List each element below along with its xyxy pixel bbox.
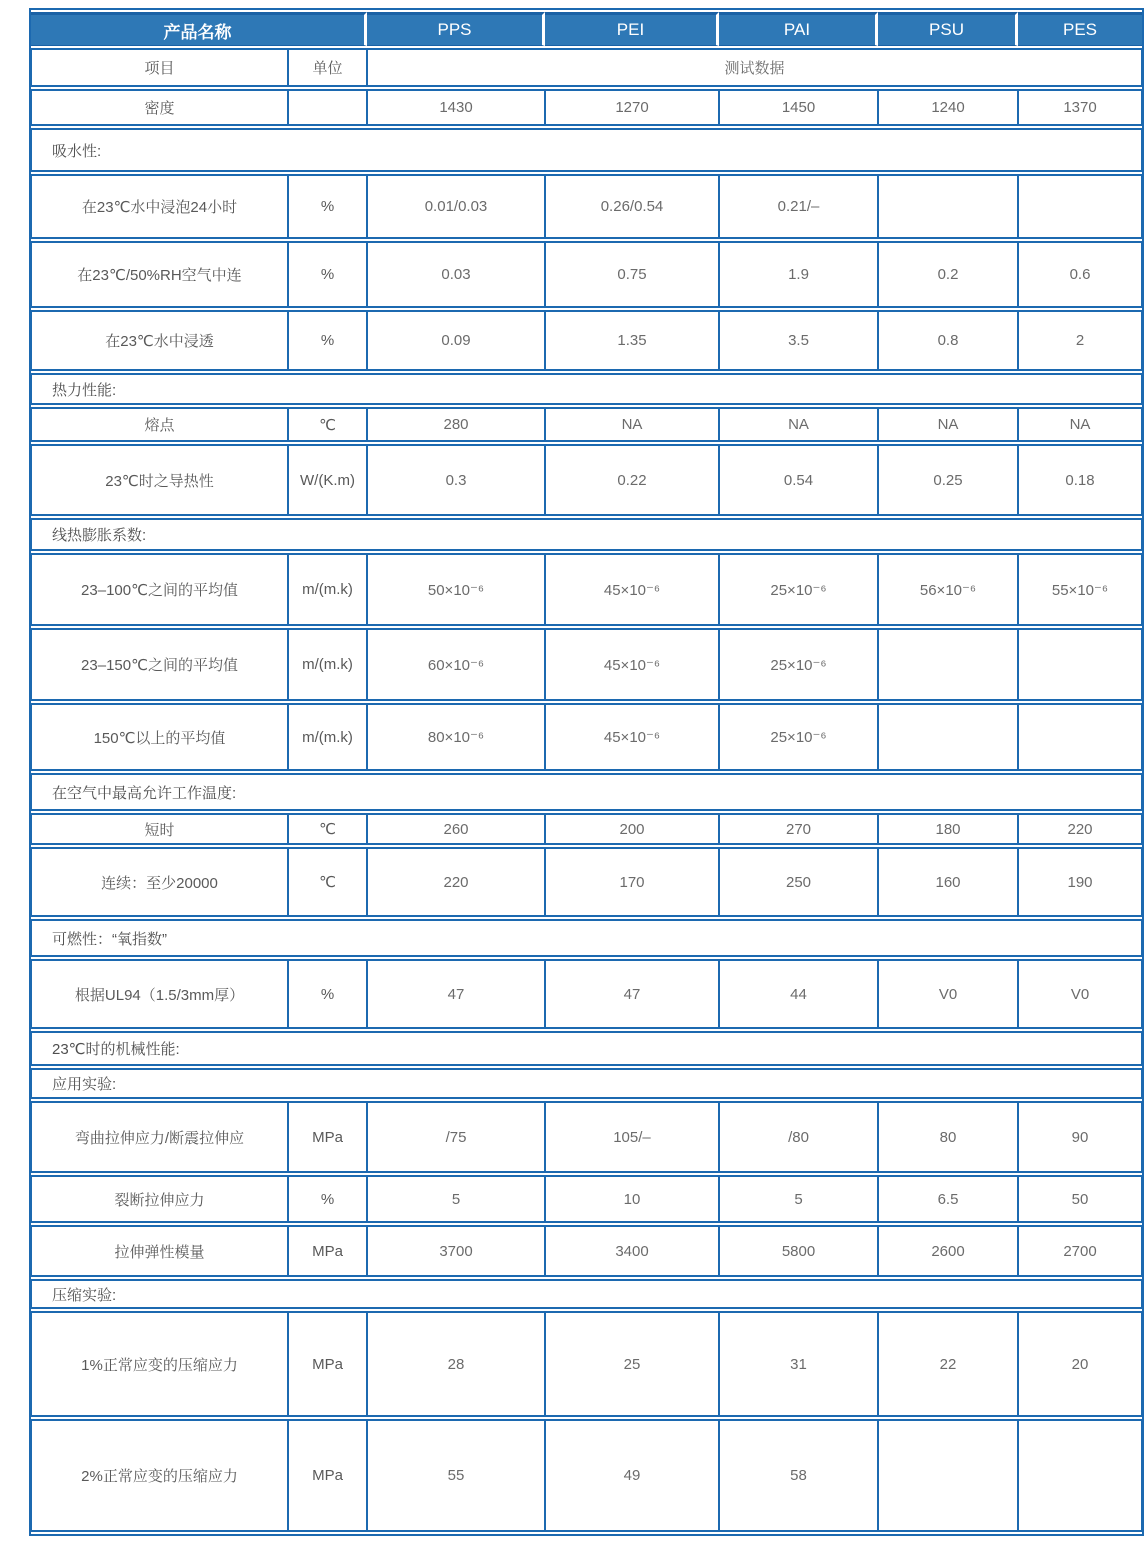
product-column-pps: PPS [367,12,545,46]
section-row [31,1279,1142,1309]
value-cell: 5 [719,1175,878,1223]
value-cell: 3700 [367,1225,545,1277]
value-cell: 0.21/– [719,174,878,239]
value-cell: 20 [1018,1311,1142,1417]
unit-cell: % [288,1175,367,1223]
value-cell: 45×10⁻⁶ [545,628,719,701]
value-cell: 25×10⁻⁶ [719,628,878,701]
value-cell: 25×10⁻⁶ [719,703,878,771]
value-cell: 58 [719,1419,878,1532]
section-row [31,1068,1142,1099]
value-cell [1018,703,1142,771]
value-cell: 1.9 [719,241,878,308]
value-cell: 45×10⁻⁶ [545,703,719,771]
unit-cell: W/(K.m) [288,444,367,516]
value-cell [1018,1419,1142,1532]
unit-cell: m/(m.k) [288,553,367,626]
product-name-header: 产品名称 [31,12,367,46]
row-label-cell: 在23℃/50%RH空气中连 [31,241,288,308]
value-cell [1018,174,1142,239]
value-cell: 220 [1018,813,1142,845]
row-label-cell: 短时 [31,813,288,845]
section-label: 线热膨胀系数: [31,518,1142,551]
value-cell: 0.2 [878,241,1018,308]
data-row [31,959,1142,1029]
value-cell: 1430 [367,89,545,126]
unit-cell: % [288,310,367,371]
value-cell: 2600 [878,1225,1018,1277]
unit-cell: m/(m.k) [288,703,367,771]
row-label-cell: 在23℃水中浸透 [31,310,288,371]
value-cell: /75 [367,1101,545,1173]
value-cell: 50×10⁻⁶ [367,553,545,626]
value-cell [1018,628,1142,701]
table-body [31,89,1142,1532]
section-row [31,518,1142,551]
value-cell: 270 [719,813,878,845]
row-label-cell: 23–150℃之间的平均值 [31,628,288,701]
value-cell: 80×10⁻⁶ [367,703,545,771]
unit-cell [288,89,367,126]
value-cell: 280 [367,407,545,442]
value-cell: NA [1018,407,1142,442]
value-cell: NA [545,407,719,442]
row-label-cell: 弯曲拉伸应力/断震拉伸应 [31,1101,288,1173]
value-cell: 0.3 [367,444,545,516]
row-label-cell: 拉伸弹性模量 [31,1225,288,1277]
value-cell: 50 [1018,1175,1142,1223]
product-column-pai: PAI [719,12,878,46]
value-cell: /80 [719,1101,878,1173]
value-cell: 1450 [719,89,878,126]
section-row [31,773,1142,811]
value-cell: 0.54 [719,444,878,516]
value-cell: 250 [719,847,878,917]
data-row [31,1419,1142,1532]
value-cell: 0.26/0.54 [545,174,719,239]
value-cell: 5 [367,1175,545,1223]
subheader-row [31,48,1142,87]
unit-cell: MPa [288,1419,367,1532]
section-label: 热力性能: [31,373,1142,405]
value-cell: 44 [719,959,878,1029]
unit-label-cell: 单位 [288,48,367,87]
value-cell: NA [719,407,878,442]
unit-cell: MPa [288,1225,367,1277]
value-cell: 31 [719,1311,878,1417]
value-cell: 56×10⁻⁶ [878,553,1018,626]
value-cell: 0.01/0.03 [367,174,545,239]
section-row [31,128,1142,172]
data-row [31,1175,1142,1223]
section-row [31,919,1142,957]
value-cell: 105/– [545,1101,719,1173]
product-comparison-table [29,8,1144,1536]
data-row [31,847,1142,917]
value-cell: 1.35 [545,310,719,371]
value-cell [878,174,1018,239]
section-label: 在空气中最高允许工作温度: [31,773,1142,811]
row-label-cell: 23℃时之导热性 [31,444,288,516]
data-row [31,310,1142,371]
value-cell: 0.18 [1018,444,1142,516]
unit-cell: % [288,959,367,1029]
data-row [31,553,1142,626]
item-label-cell: 项目 [31,48,288,87]
value-cell: 160 [878,847,1018,917]
row-label-cell: 裂断拉伸应力 [31,1175,288,1223]
value-cell: 1270 [545,89,719,126]
data-row [31,628,1142,701]
value-cell: 55 [367,1419,545,1532]
value-cell: 2700 [1018,1225,1142,1277]
data-row [31,89,1142,126]
product-column-pes: PES [1018,12,1142,46]
unit-cell: % [288,174,367,239]
value-cell: 6.5 [878,1175,1018,1223]
value-cell: 1370 [1018,89,1142,126]
value-cell: 25×10⁻⁶ [719,553,878,626]
value-cell: 0.22 [545,444,719,516]
value-cell: 90 [1018,1101,1142,1173]
product-header-row [31,12,1142,46]
value-cell: 80 [878,1101,1018,1173]
data-row [31,444,1142,516]
value-cell: 55×10⁻⁶ [1018,553,1142,626]
value-cell: 47 [545,959,719,1029]
value-cell: V0 [878,959,1018,1029]
data-row [31,1311,1142,1417]
value-cell: 45×10⁻⁶ [545,553,719,626]
row-label-cell: 熔点 [31,407,288,442]
value-cell: 0.6 [1018,241,1142,308]
row-label-cell: 连续：至少20000 [31,847,288,917]
section-label: 应用实验: [31,1068,1142,1099]
value-cell: 3400 [545,1225,719,1277]
unit-cell: MPa [288,1311,367,1417]
value-cell: 180 [878,813,1018,845]
value-cell: 60×10⁻⁶ [367,628,545,701]
value-cell: 190 [1018,847,1142,917]
unit-cell: MPa [288,1101,367,1173]
value-cell: 28 [367,1311,545,1417]
data-row [31,703,1142,771]
section-row [31,373,1142,405]
value-cell: 5800 [719,1225,878,1277]
data-row [31,407,1142,442]
value-cell: NA [878,407,1018,442]
row-label-cell: 密度 [31,89,288,126]
section-row [31,1031,1142,1066]
value-cell: 1240 [878,89,1018,126]
unit-cell: % [288,241,367,308]
row-label-cell: 在23℃水中浸泡24小时 [31,174,288,239]
data-row [31,1101,1142,1173]
value-cell: 25 [545,1311,719,1417]
value-cell: 22 [878,1311,1018,1417]
value-cell: 49 [545,1419,719,1532]
value-cell [878,628,1018,701]
section-label: 可燃性：“氧指数” [31,919,1142,957]
value-cell: 0.25 [878,444,1018,516]
data-row [31,174,1142,239]
row-label-cell: 2%正常应变的压缩应力 [31,1419,288,1532]
row-label-cell: 150℃以上的平均值 [31,703,288,771]
value-cell: 0.75 [545,241,719,308]
unit-cell: m/(m.k) [288,628,367,701]
value-cell: 220 [367,847,545,917]
unit-cell: ℃ [288,813,367,845]
value-cell [878,1419,1018,1532]
unit-cell: ℃ [288,847,367,917]
section-label: 压缩实验: [31,1279,1142,1309]
value-cell: 0.03 [367,241,545,308]
unit-cell: ℃ [288,407,367,442]
data-row [31,813,1142,845]
value-cell: 3.5 [719,310,878,371]
value-cell: 200 [545,813,719,845]
data-row [31,1225,1142,1277]
value-cell [878,703,1018,771]
value-cell: 0.8 [878,310,1018,371]
value-cell: V0 [1018,959,1142,1029]
value-cell: 2 [1018,310,1142,371]
product-column-psu: PSU [878,12,1018,46]
data-row [31,241,1142,308]
value-cell: 0.09 [367,310,545,371]
row-label-cell: 1%正常应变的压缩应力 [31,1311,288,1417]
section-label: 吸水性: [31,128,1142,172]
row-label-cell: 根据UL94（1.5/3mm厚） [31,959,288,1029]
value-cell: 47 [367,959,545,1029]
value-cell: 260 [367,813,545,845]
row-label-cell: 23–100℃之间的平均值 [31,553,288,626]
section-label: 23℃时的机械性能: [31,1031,1142,1066]
test-data-label-cell: 测试数据 [367,48,1142,87]
value-cell: 170 [545,847,719,917]
product-column-pei: PEI [545,12,719,46]
value-cell: 10 [545,1175,719,1223]
